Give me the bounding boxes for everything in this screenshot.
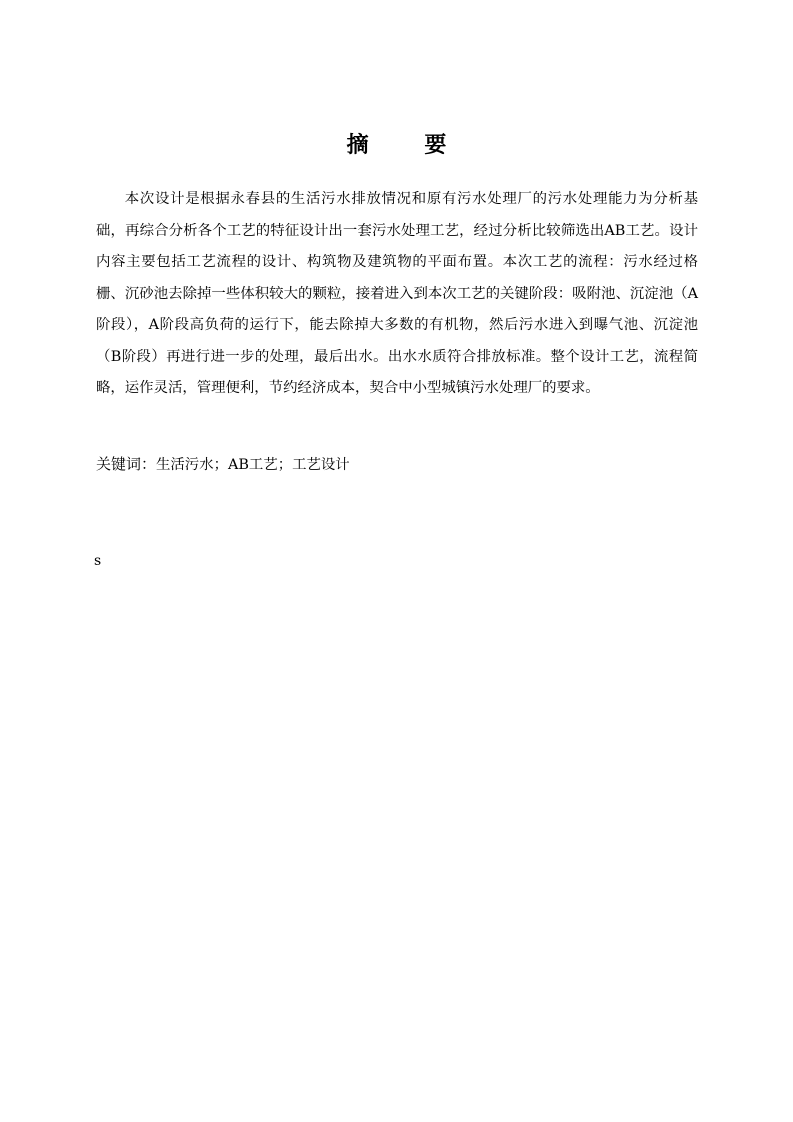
keywords-label: 关键词： bbox=[96, 455, 157, 473]
stray-mark: s bbox=[94, 553, 102, 569]
abstract-paragraph: 本次设计是根据永春县的生活污水排放情况和原有污水处理厂的污水处理能力为分析基础，再综合分析各个工艺的特征设计出一套污水处理工艺，经过分析比较筛选出AB工艺。设计内容主要包括工艺流程的设计、构筑物及建筑物的平面布置。本次工艺的流程：污水经过格栅、沉砂池去除掉一些体积较大的颗粒，接着进入到本次工艺的关键阶段：吸附池、沉淀池（A阶段），A阶段高负荷的运行下，能去除掉大多数的有机物，然后污水进入到曝气池、沉淀池（B阶段）再进行进一步的处理，最后出水。出水水质符合排放标准。整个设计工艺，流程简略，运作灵活，管理便利，节约经济成本，契合中小型城镇污水处理厂的要求。 bbox=[96, 191, 698, 396]
keywords-line bbox=[96, 452, 698, 477]
keywords-value: 生活污水；AB工艺；工艺设计 bbox=[156, 457, 350, 473]
page-title: 摘 要 bbox=[346, 133, 471, 158]
